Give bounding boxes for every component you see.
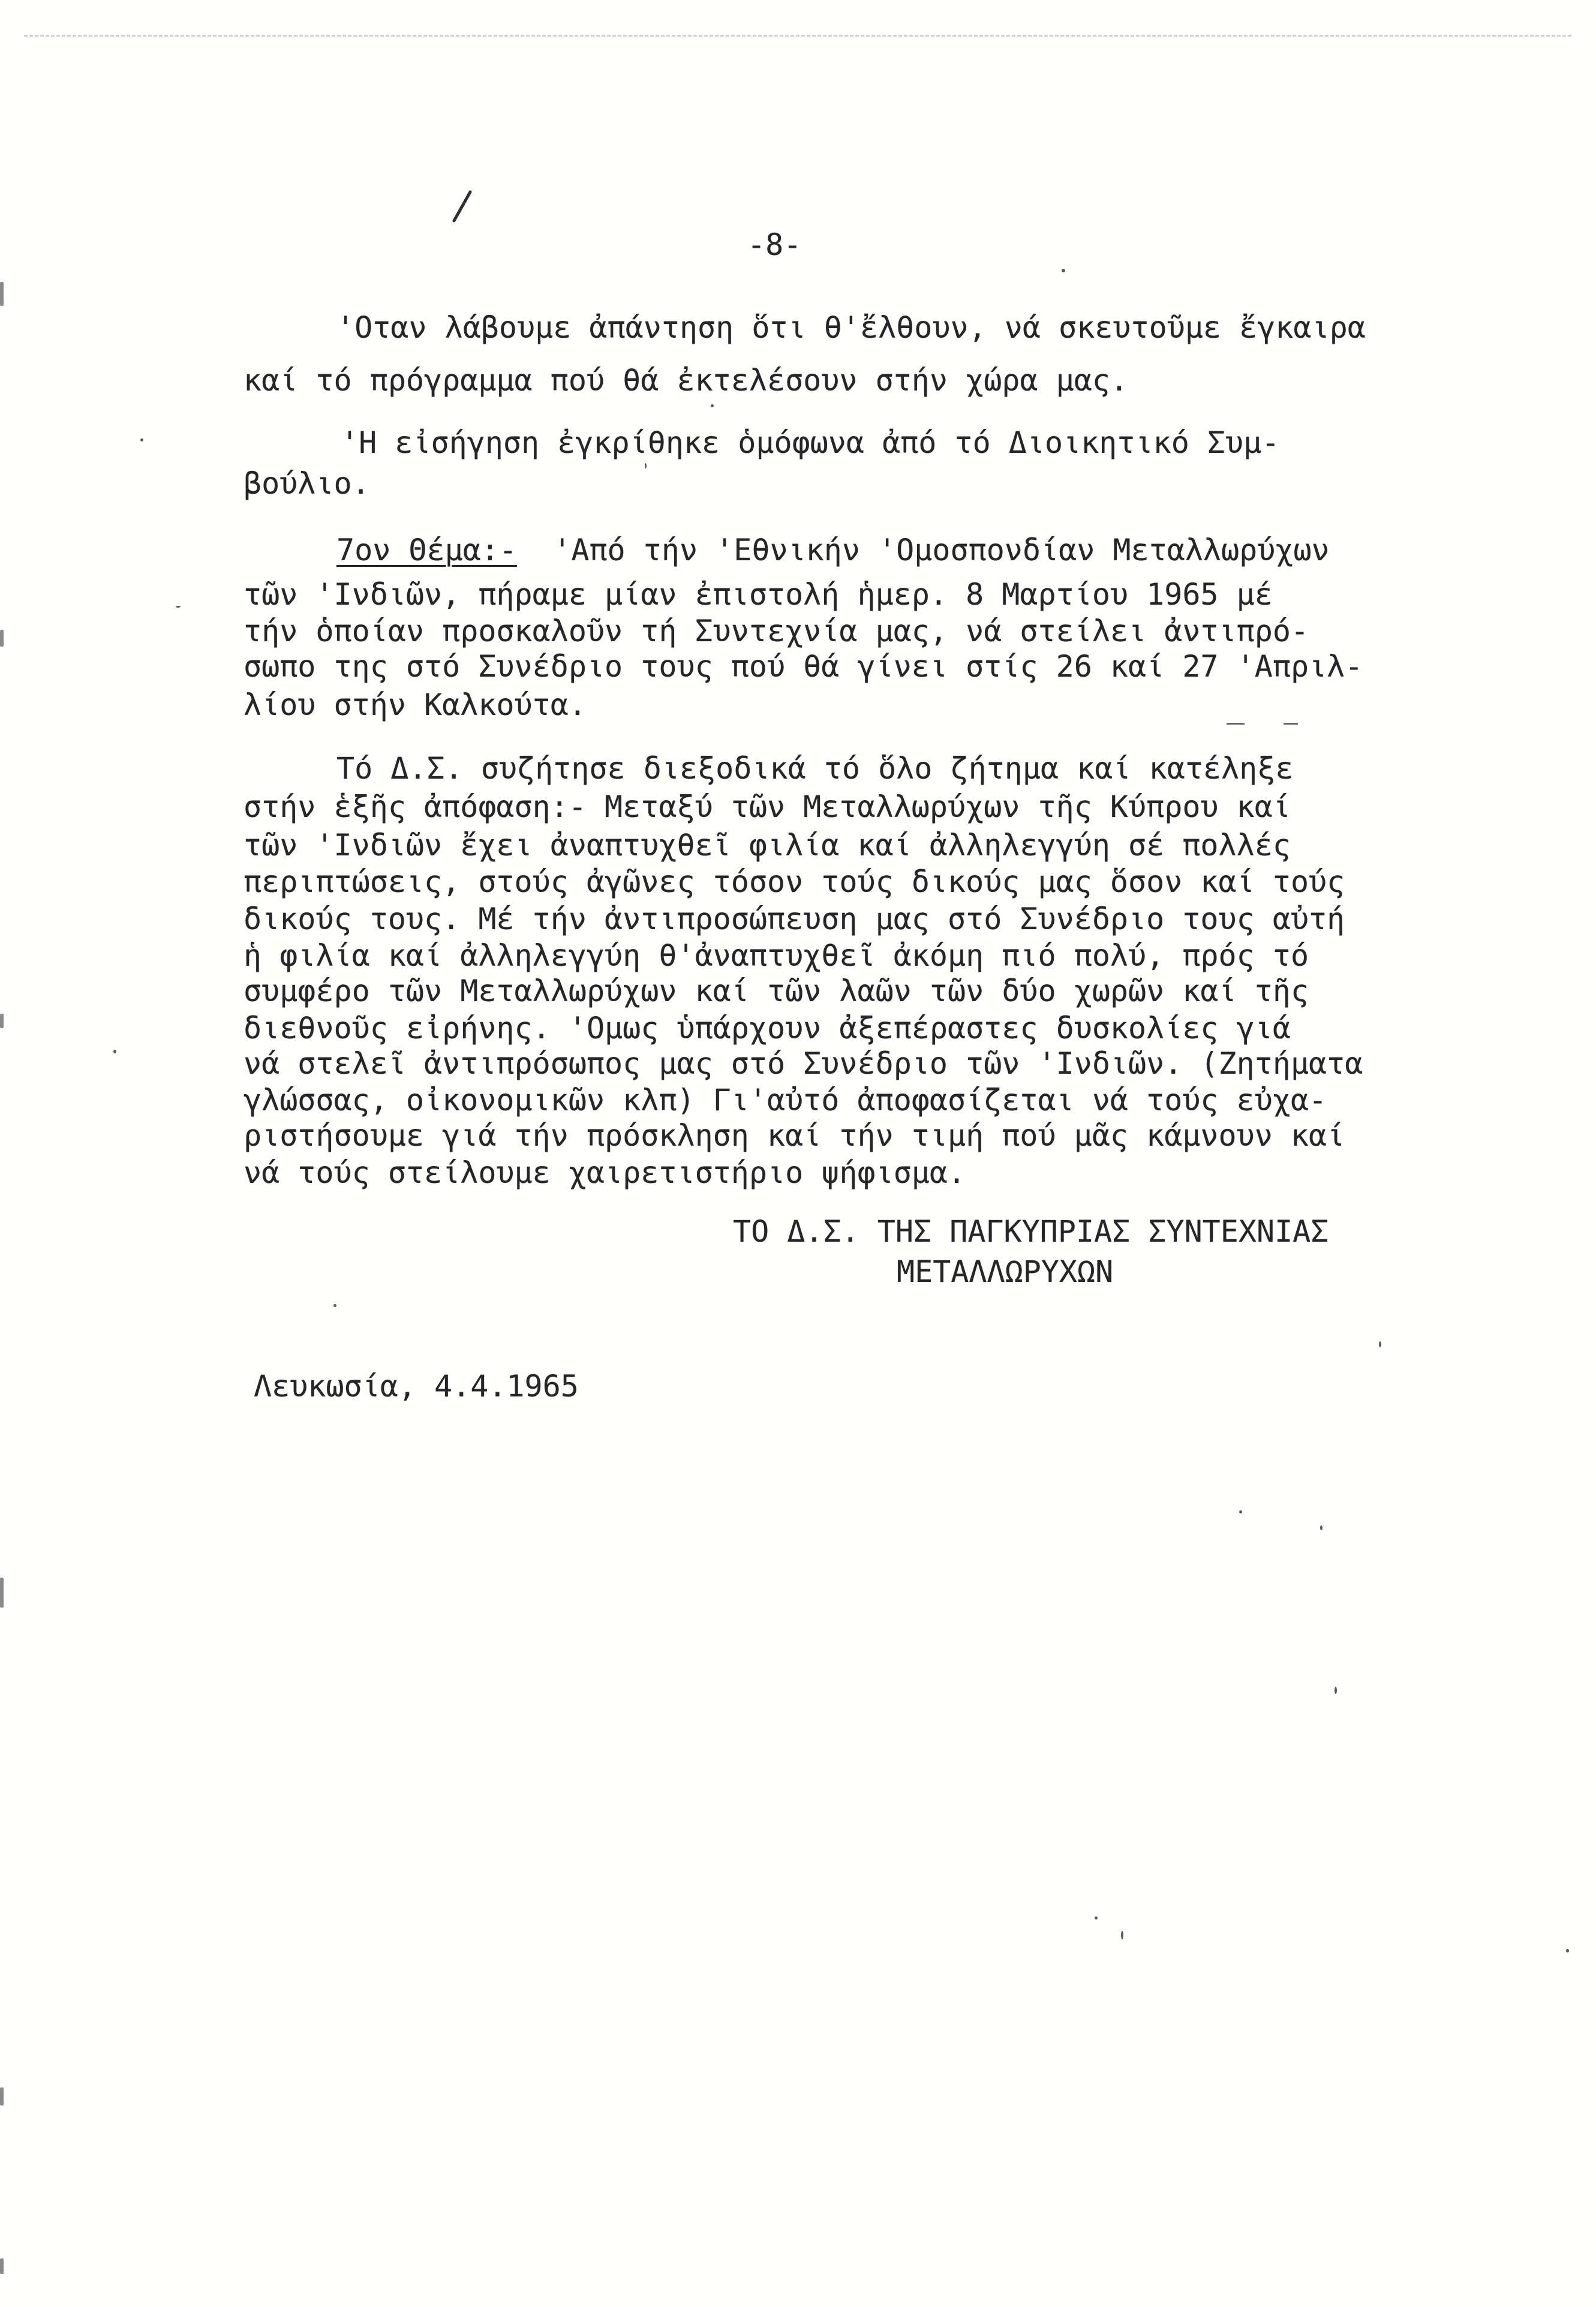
scan-speck: [1095, 1917, 1098, 1920]
text-line: νά στελεῖ ἀντιπρόσωπος μας στό Συνέδριο τῶν 'Ινδιῶν. (Ζητήματα: [244, 1046, 1363, 1081]
scan-speck: [711, 404, 714, 407]
scan-edge-mark: [0, 2258, 4, 2274]
text-line: περιπτώσεις, στούς ἀγῶνες τόσον τούς δικούς μας ὅσον καί τούς: [244, 864, 1345, 899]
text-line: καί τό πρόγραμμα πού θά ἐκτελέσουν στήν χώρα μας.: [244, 363, 1129, 398]
item7-first-line: [336, 532, 1330, 568]
scan-edge-mark: [0, 2087, 4, 2105]
scan-speck: [140, 438, 143, 441]
scan-edge-mark: [0, 282, 4, 306]
signature-line-2: ΜΕΤΑΛΛΩΡΥΧΩΝ: [897, 1254, 1114, 1289]
text-line: βούλιο.: [244, 466, 370, 501]
text-line: τῶν 'Ινδιῶν, πήραμε μίαν ἐπιστολή ἡμερ. 8 Μαρτίου 1965 μέ: [244, 577, 1273, 612]
text-line: ριστήσουμε γιά τήν πρόσκληση καί τήν τιμή πού μᾶς κάμνουν καί: [244, 1118, 1345, 1153]
scan-speck: [1121, 1931, 1123, 1939]
text-line: Τό Δ.Σ. συζήτησε διεξοδικά τό ὅλο ζήτημα καί κατέληξε: [336, 751, 1294, 786]
scan-speck: [113, 1050, 116, 1053]
text-line: γλώσσας, οἰκονομικῶν κλπ) Γι'αὐτό ἀποφασίζεται νά τούς εὐχα-: [244, 1083, 1327, 1118]
text-line: 'Οταν λάβουμε ἀπάντηση ὅτι θ'ἔλθουν, νά σκευτοῦμε ἔγκαιρα: [336, 310, 1366, 345]
scan-speck: [1239, 1510, 1242, 1513]
scan-edge-mark: [0, 1578, 4, 1608]
text-line: σωπο της στό Συνέδριο τους πού θά γίνει στίς 26 καί 27 'Απριλ-: [244, 649, 1363, 684]
scan-speck: [1320, 1525, 1323, 1530]
signature-line-1: ΤΟ Δ.Σ. ΤΗΣ ΠΑΓΚΥΠΡΙΑΣ ΣΥΝΤΕΧΝΙΑΣ: [733, 1214, 1329, 1249]
scan-dash: [1227, 723, 1245, 725]
scan-top-edge: [24, 35, 1571, 37]
scan-speck: [333, 1304, 336, 1307]
text-line: ἡ φιλία καί ἀλληλεγγύη θ'ἀναπτυχθεῖ ἀκόμη πιό πολύ, πρός τό: [244, 938, 1309, 973]
scan-speck: [645, 463, 647, 468]
text-line: συμφέρο τῶν Μεταλλωρύχων καί τῶν λαῶν τῶν δύο χωρῶν καί τῆς: [244, 974, 1309, 1008]
item7-first-line-text: 'Από τήν 'Εθνικήν 'Ομοσπονδίαν Μεταλλωρύχων: [517, 533, 1330, 567]
text-line: τῶν 'Ινδιῶν ἔχει ἀναπτυχθεῖ φιλία καί ἀλληλεγγύη σέ πολλές: [244, 828, 1291, 863]
scan-speck: [1379, 1341, 1381, 1347]
scan-edge-mark: [0, 1014, 4, 1028]
text-line: νά τούς στείλουμε χαιρετιστήριο ψήφισμα.: [244, 1155, 966, 1190]
place-date: Λευκωσία, 4.4.1965: [254, 1369, 579, 1404]
scan-edge-mark: [0, 630, 4, 647]
item7-heading: 7ον Θέμα:-: [336, 533, 518, 567]
scan-dash: [1284, 723, 1298, 725]
text-line: δικούς τους. Μέ τήν ἀντιπροσώπευση μας στό Συνέδριο τους αὐτή: [244, 902, 1345, 936]
text-line: λίου στήν Καλκούτα.: [244, 687, 587, 722]
scan-speck: [176, 606, 181, 608]
scan-speck: [1566, 1949, 1569, 1952]
text-line: στήν ἑξῆς ἀπόφαση:- Μεταξύ τῶν Μεταλλωρύχων τῆς Κύπρου καί: [244, 789, 1291, 824]
scan-speck: [1334, 1687, 1337, 1694]
page-number: -8-: [747, 227, 802, 262]
scan-speck: [1062, 269, 1065, 272]
text-line: 'Η εἰσήγηση ἐγκρίθηκε ὁμόφωνα ἀπό τό Διοικητικό Συμ-: [341, 425, 1280, 460]
text-line: διεθνοῦς εἰρήνης. 'Ομως ὑπάρχουν ἀξεπέραστες δυσκολίες γιά: [244, 1011, 1291, 1046]
pen-mark: [444, 186, 480, 228]
text-line: τήν ὁποίαν προσκαλοῦν τή Συντεχνία μας, νά στείλει ἀντιπρό-: [244, 614, 1309, 648]
